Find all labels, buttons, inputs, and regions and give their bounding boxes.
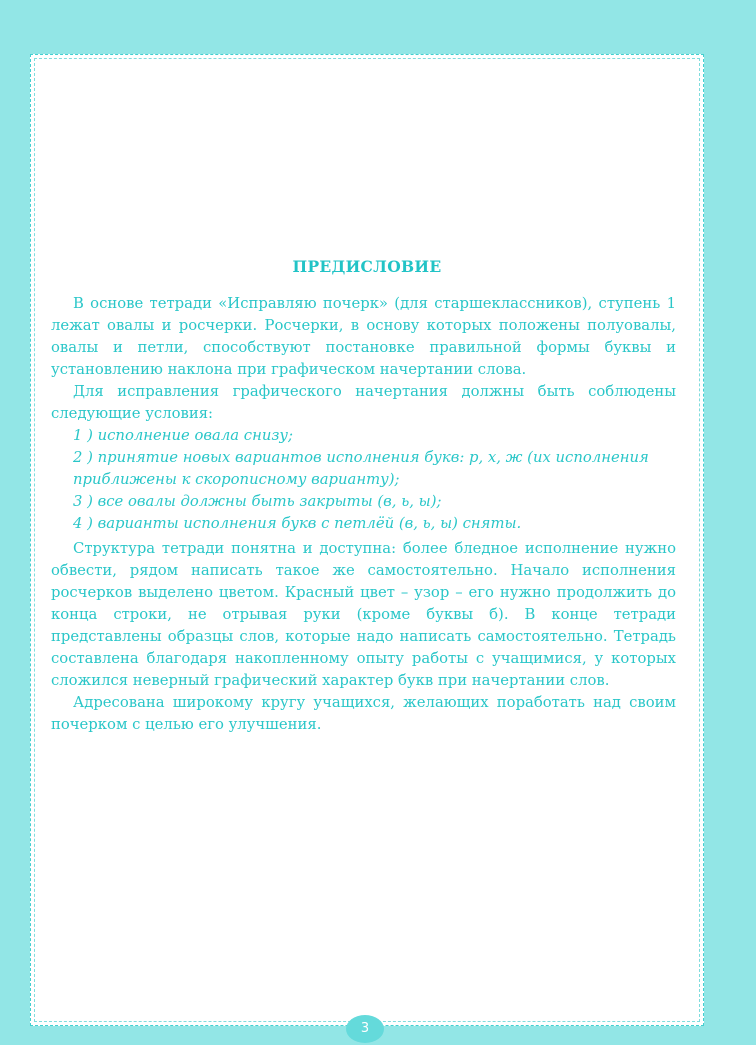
page-title: ПРЕДИСЛОВИЕ [292,257,442,276]
condition-item-1: 1 ) исполнение овала снизу; [73,427,294,444]
paragraph-intro: В основе тетради «Исправляю почерк» (для старшеклассников), ступень 1 лежат овалы и росчерки. Росчерки, в основу которых положены полуовалы, овалы и петли, способствуют постановке правильной формы буквы и установлению наклона при графическом начертании слова. [51,295,676,378]
page-frame [30,54,704,1026]
paragraph-conditions-intro: Для исправления графического начертания должны быть соблюдены следующие условия: [51,383,676,422]
condition-item-2: 2 ) принятие новых вариантов исполнения букв: р, х, ж (их исполнения приближены к скорописному варианту); [73,449,649,488]
paragraph-audience: Адресована широкому кругу учащихся, желающих поработать над своим почерком с целью его улучшения. [51,694,676,733]
condition-item-4: 4 ) варианты исполнения букв с петлёй (в, ь, ы) сняты. [73,515,522,532]
preface-text [51,293,676,736]
page-number: 3 [346,1015,384,1043]
condition-item-3: 3 ) все овалы должны быть закрыты (в, ь, ы); [73,493,442,510]
paragraph-structure: Структура тетради понятна и доступна: более бледное исполнение нужно обвести, рядом написать такое же самостоятельно. Начало исполнения росчерков выделено цветом. Красный цвет – узор – его нужно продолжить до конца строки, не отрывая руки (кроме буквы б). В конце тетради представлены образцы слов, которые надо написать самостоятельно. Тетрадь составлена благодаря накопленному опыту работы с учащимися, у которых сложился неверный графический характер букв при начертании слов. [51,540,676,689]
